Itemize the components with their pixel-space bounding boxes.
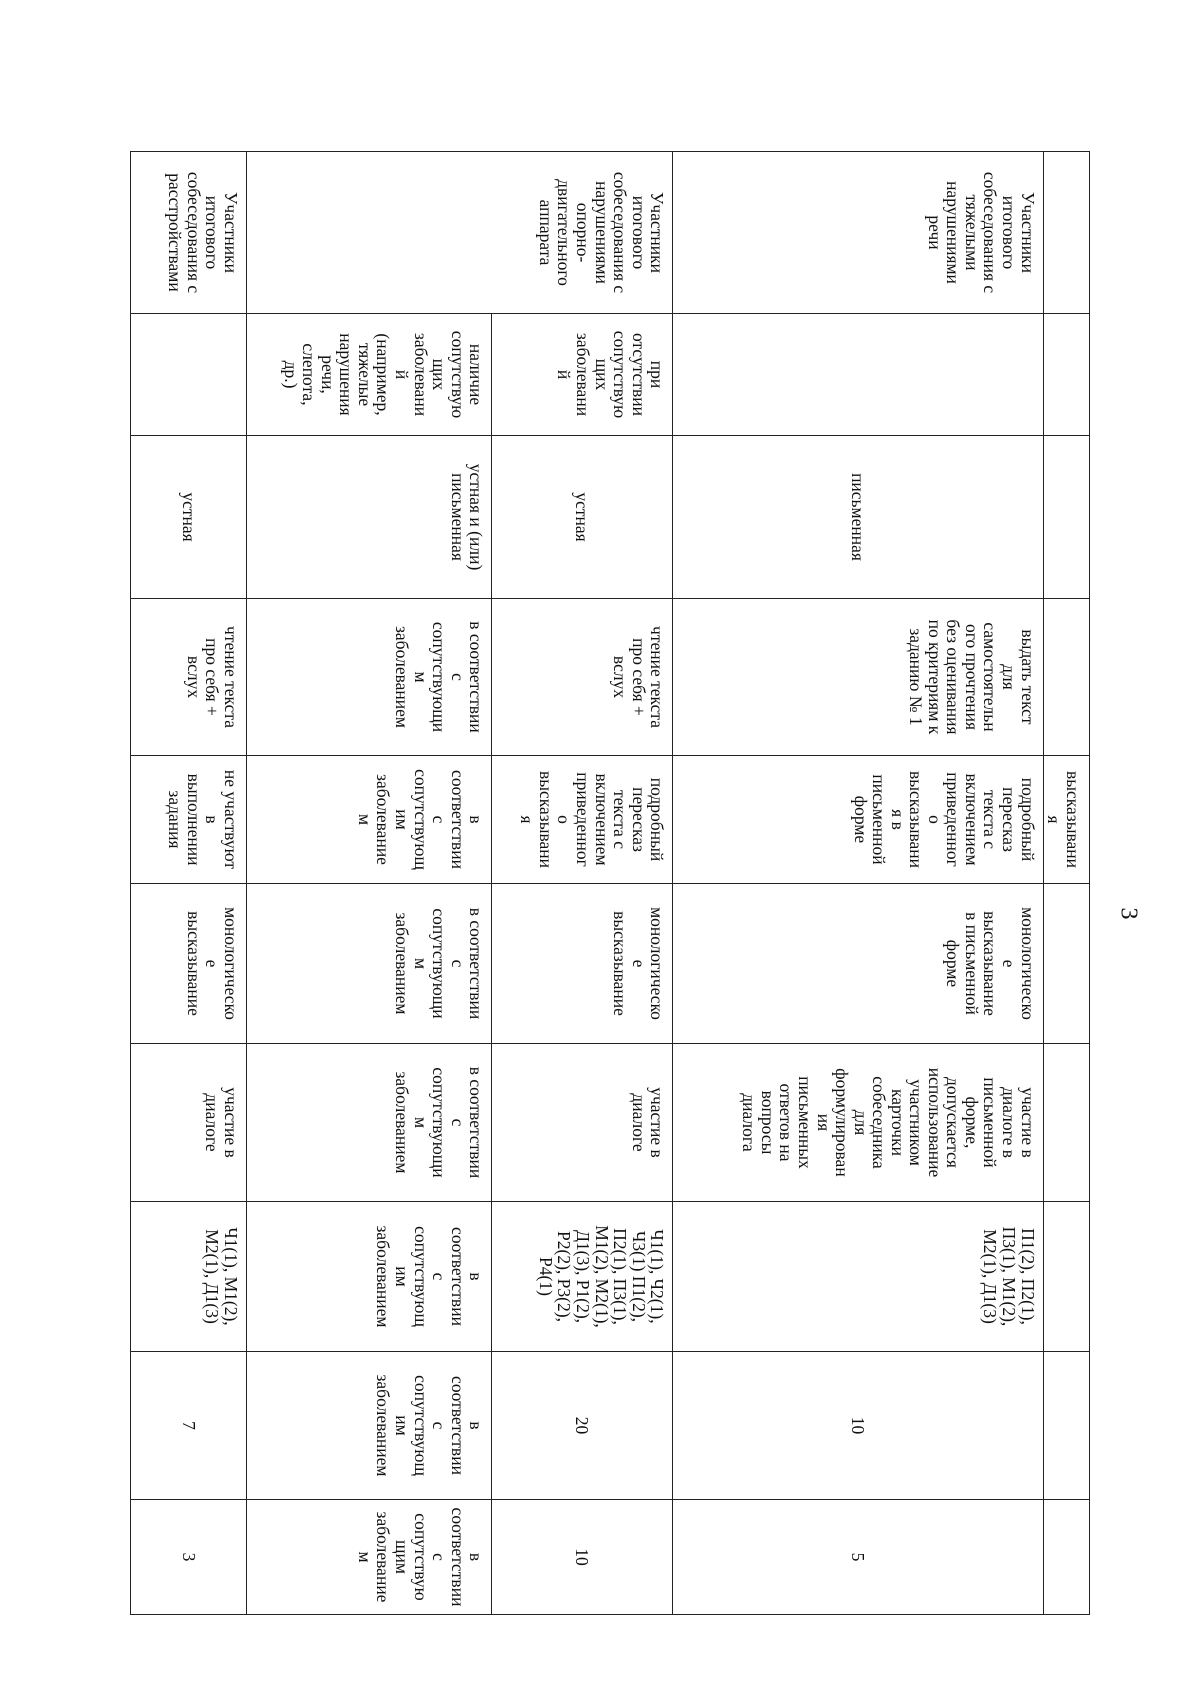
table-cell — [673, 314, 1043, 436]
table-cell: в соответствии с сопутствующ им заболевание м — [246, 756, 491, 884]
requirements-table — [130, 151, 1090, 1615]
table-cell: Участники итогового собеседования с расстройствами — [131, 152, 247, 314]
table-cell — [1043, 884, 1089, 1044]
table-cell: чтение текста про себя + вслух — [492, 599, 673, 756]
table-cell — [1043, 152, 1089, 314]
table-cell — [1043, 1500, 1089, 1615]
table-cell — [1043, 314, 1089, 436]
table-cell: П1(2), П2(1), П3(1), М1(2), М2(1), Д1(3) — [673, 1202, 1043, 1352]
table-cell: в соответствии с сопутствую щим заболевание м — [246, 1500, 491, 1615]
table-cell: 10 — [492, 1500, 673, 1615]
table-cell: подробный пересказ текста с включением приведенног о высказывани я — [492, 756, 673, 884]
table-cell: чтение текста про себя + вслух — [131, 599, 247, 756]
table-cell: участие в диалоге — [492, 1044, 673, 1202]
table-cell: устная и (или) письменная — [246, 436, 491, 599]
table-cell: устная — [492, 436, 673, 599]
table-cell: высказывани я — [1043, 756, 1089, 884]
table-cell: 20 — [492, 1352, 673, 1500]
table-cell: участие в диалоге — [131, 1044, 247, 1202]
table-cell: не участвуют в выполнении задания — [131, 756, 247, 884]
table-row — [246, 152, 491, 1615]
table-cell: Ч1(1), Ч2(1), Ч3(1) П1(2), П2(1), П3(1), М1(2), М2(1), Д1(3), Р1(2), Р2(2), Р3(2), Р4(1) — [492, 1202, 673, 1352]
table-cell: монологическо е высказывание — [492, 884, 673, 1044]
table-cell: Ч1(1), М1(2), М2(1), Д1(3) — [131, 1202, 247, 1352]
table-row — [673, 152, 1043, 1615]
table-cell: устная — [131, 436, 247, 599]
table-cell: в соответствии с сопутствующи м заболеванием — [246, 884, 491, 1044]
table-cell — [1043, 599, 1089, 756]
table-cell: 10 — [673, 1352, 1043, 1500]
table-cell: подробный пересказ текста с включением приведенног о высказывани я в письменной форме — [673, 756, 1043, 884]
page-number: 3 — [1115, 907, 1142, 920]
table-cell: в соответствии с сопутствующи м заболеванием — [246, 1044, 491, 1202]
table-row — [131, 152, 247, 1615]
table-cell: Участники итогового собеседования с тяжелыми нарушениями речи — [673, 152, 1043, 314]
table-cell: 5 — [673, 1500, 1043, 1615]
table-cell: при отсутствии сопутствую щих заболевани й — [492, 314, 673, 436]
table-cell: письменная — [673, 436, 1043, 599]
table-cell: монологическо е высказывание в письменной форме — [673, 884, 1043, 1044]
table-cell — [1043, 1044, 1089, 1202]
table-cell: Участники итогового собеседования с нарушениями опорно- двигательного аппарата — [246, 152, 672, 314]
table-cell — [131, 314, 247, 436]
rotated-table-container — [130, 151, 1090, 1614]
table-cell: в соответствии с сопутствующи м заболеванием — [246, 599, 491, 756]
table-cell: 3 — [131, 1500, 247, 1615]
table-cell: наличие сопутствую щих заболевани й (например, тяжелые нарушения речи, слепота, др.) — [246, 314, 491, 436]
table-cell: выдать текст для самостоятельн ого прочтения без оценивания по критериям к заданию № 1 — [673, 599, 1043, 756]
table-cell: в соответствии с сопутствующ им заболеванием — [246, 1352, 491, 1500]
table-cell: участие в диалоге в письменной форме, допускается использование участником карточки собеседника для формулирован ия письменных ответов на вопросы диалога — [673, 1044, 1043, 1202]
table-row — [1043, 152, 1089, 1615]
table-cell: монологическо е высказывание — [131, 884, 247, 1044]
table-cell: в соответствии с сопутствующ им заболеванием — [246, 1202, 491, 1352]
table-cell — [1043, 436, 1089, 599]
table-cell — [1043, 1202, 1089, 1352]
table-row — [492, 152, 673, 1615]
table-cell: 7 — [131, 1352, 247, 1500]
table-cell — [1043, 1352, 1089, 1500]
